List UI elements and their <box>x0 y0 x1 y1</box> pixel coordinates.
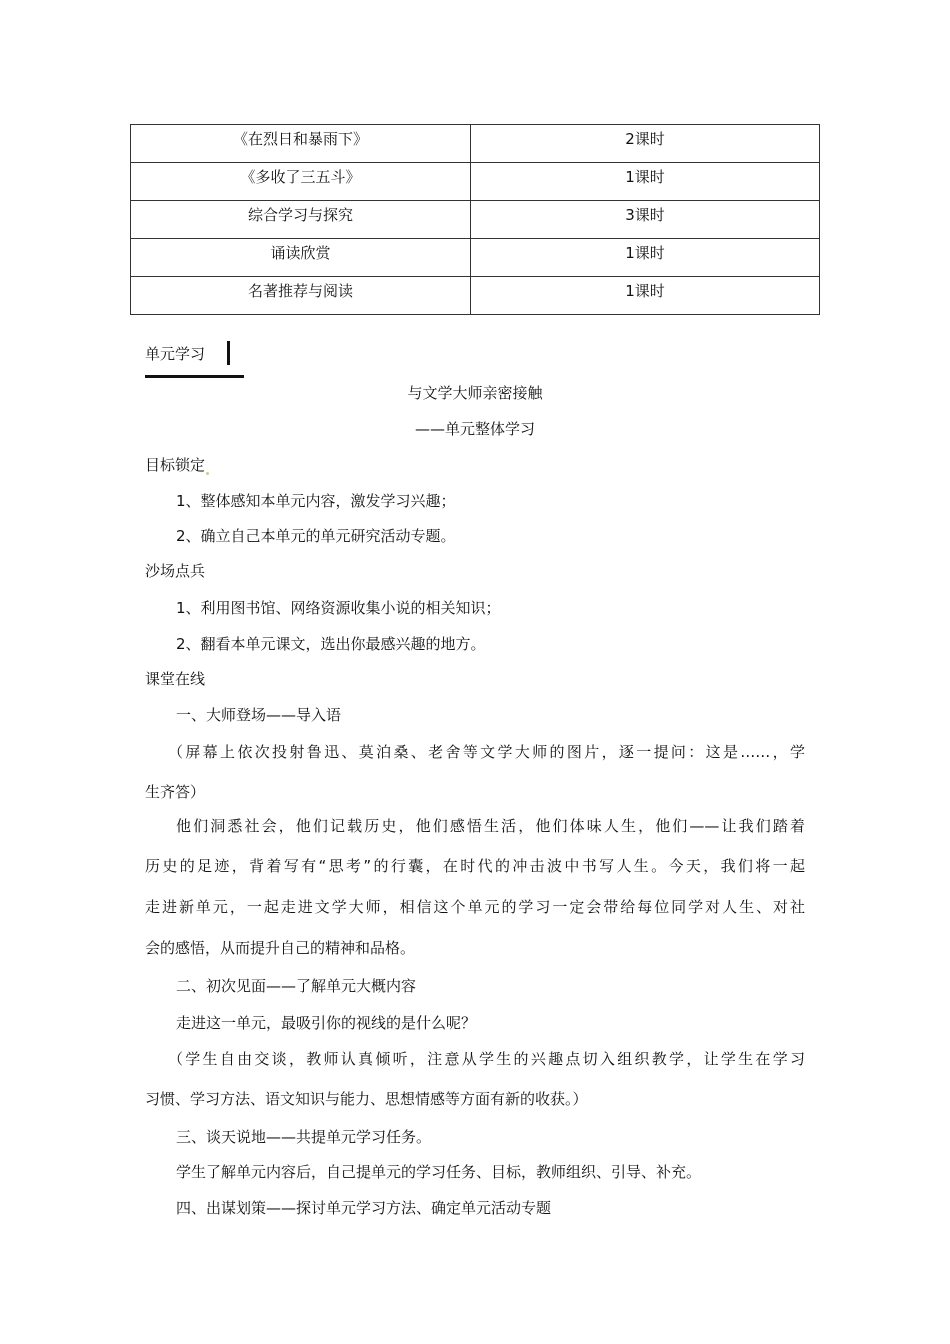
section-heading-goals: 目标锁定 <box>145 454 209 475</box>
schedule-row <box>131 125 820 163</box>
schedule-row <box>131 201 820 239</box>
lesson-hours-cell: 1课时 <box>471 239 820 277</box>
paragraph-line: 习惯、学习方法、语文知识与能力、思想情感等方面有新的收获。） <box>145 1090 588 1108</box>
paragraph-line: 生齐答） <box>145 783 206 801</box>
practice-item: 2、翻看本单元课文，选出你最感兴趣的地方。 <box>176 635 486 653</box>
step-heading-4: 四、出谋划策——探讨单元学习方法、确定单元活动专题 <box>176 1199 552 1217</box>
section-heading-practice: 沙场点兵 <box>145 562 206 580</box>
lesson-hours-cell: 2课时 <box>471 125 820 163</box>
document-title: 与文学大师亲密接触 <box>407 384 543 402</box>
lesson-title-cell: 《多收了三五斗》 <box>131 163 471 201</box>
unit-tag-underline <box>145 375 244 378</box>
paragraph-line: 会的感悟，从而提升自己的精神和品格。 <box>145 939 416 957</box>
schedule-row <box>131 163 820 201</box>
lesson-hours-cell: 1课时 <box>471 277 820 315</box>
mark-dot <box>206 472 209 475</box>
lesson-hours-cell: 3课时 <box>471 201 820 239</box>
paragraph-line: （学生自由交谈，教师认真倾听，注意从学生的兴趣点切入组织教学，让学生在学习 <box>168 1050 805 1068</box>
section-heading-classroom: 课堂在线 <box>145 670 206 688</box>
goal-item: 1、整体感知本单元内容，激发学习兴趣； <box>176 492 456 510</box>
lesson-title-cell: 诵读欣赏 <box>131 239 471 277</box>
question-line: 走进这一单元，最吸引你的视线的是什么呢？ <box>176 1014 477 1032</box>
paragraph-line: 他们洞悉社会，他们记载历史，他们感悟生活，他们体味人生，他们——让我们踏着 <box>176 817 805 835</box>
paragraph-line: 走进新单元，一起走进文学大师，相信这个单元的学习一定会带给每位同学对人生、对社 <box>145 898 805 916</box>
paragraph-line: 历史的足迹，背着写有“思考”的行囊，在时代的冲击波中书写人生。今天，我们将一起 <box>145 857 805 875</box>
unit-tag-bar <box>227 341 230 365</box>
paragraph-line: （屏幕上依次投射鲁迅、莫泊桑、老舍等文学大师的图片，逐一提问：这是……，学 <box>168 743 805 761</box>
lesson-schedule-table <box>130 124 820 315</box>
step-heading-1: 一、大师登场——导入语 <box>176 706 342 724</box>
schedule-row <box>131 277 820 315</box>
schedule-row <box>131 239 820 277</box>
lesson-title-cell: 综合学习与探究 <box>131 201 471 239</box>
goal-item: 2、确立自己本单元的单元研究活动专题。 <box>176 527 456 545</box>
lesson-title-cell: 名著推荐与阅读 <box>131 277 471 315</box>
document-subtitle: ——单元整体学习 <box>414 420 535 438</box>
step-heading-3: 三、谈天说地——共提单元学习任务。 <box>176 1128 432 1146</box>
unit-section-tag: 单元学习 <box>145 345 206 363</box>
practice-item: 1、利用图书馆、网络资源收集小说的相关知识； <box>176 599 501 617</box>
task-line: 学生了解单元内容后，自己提单元的学习任务、目标，教师组织、引导、补充。 <box>176 1163 702 1181</box>
lesson-title-cell: 《在烈日和暴雨下》 <box>131 125 471 163</box>
step-heading-2: 二、初次见面——了解单元大概内容 <box>176 977 417 995</box>
lesson-hours-cell: 1课时 <box>471 163 820 201</box>
